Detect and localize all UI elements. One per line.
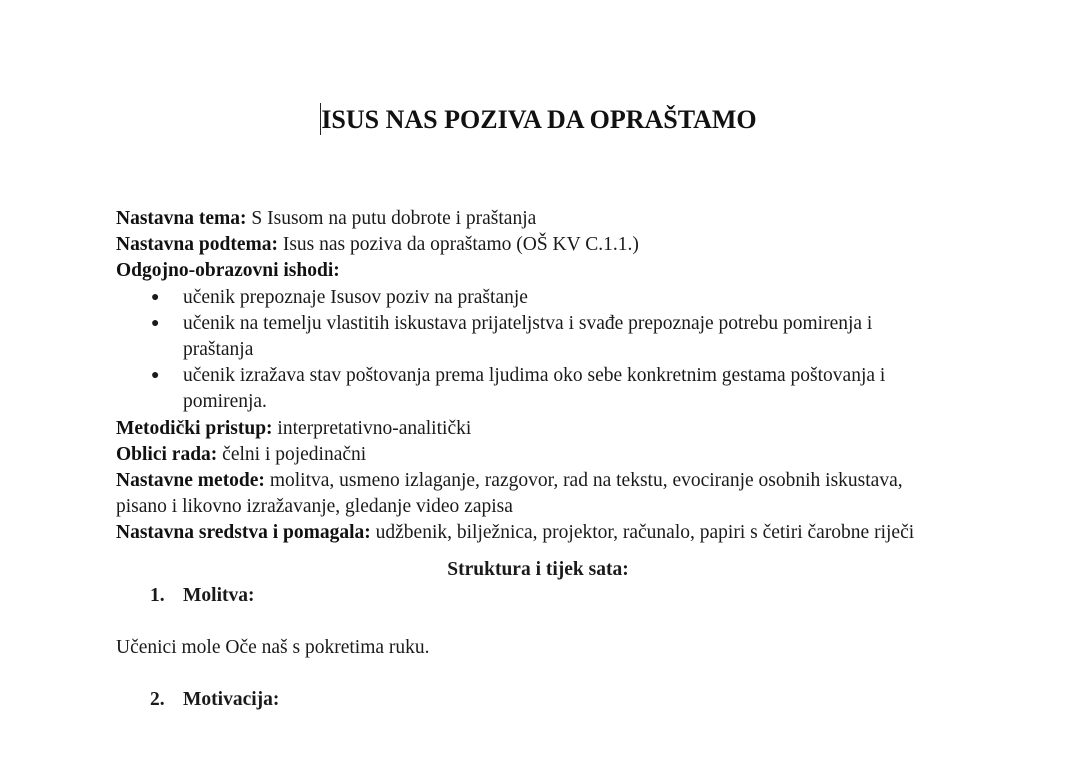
structure-title: Struktura i tijek sata: <box>447 558 629 580</box>
field-nastavna-tema <box>116 206 936 232</box>
field-metodicki-pristup <box>116 416 936 442</box>
outcome-text: učenik izražava stav poštovanja prema ljudima oko sebe konkretnim gestama poštovanja i pomirenja. <box>183 365 886 413</box>
field-value: S Isusom na putu dobrote i praštanja <box>246 208 537 229</box>
field-label: Odgojno-obrazovni ishodi: <box>116 260 340 282</box>
field-value: molitva, usmeno izlaganje, razgovor, rad na tekstu, evociranje osobnih iskustava, pisano i likovno izražavanje, gledanje video zapisa <box>116 470 903 518</box>
field-label: Oblici rada: <box>116 443 218 465</box>
list-item <box>151 311 936 363</box>
section-text-molitva: Učenici mole Oče naš s pokretima ruku. <box>116 637 430 659</box>
field-nastavne-metode <box>116 468 936 520</box>
bullet-icon: ● <box>151 315 160 331</box>
list-item <box>151 363 936 415</box>
section-heading-text: Molitva: <box>183 584 255 606</box>
section-heading-molitva <box>116 583 936 609</box>
field-value: čelni i pojedinačni <box>217 443 367 465</box>
outcome-text: učenik prepoznaje Isusov poziv na praštanje <box>183 286 528 308</box>
section-heading-motivacija <box>116 687 936 713</box>
document-body <box>116 206 936 713</box>
field-label: Nastavne metode: <box>116 470 265 492</box>
document-title-text: ISUS NAS POZIVA DA OPRAŠTAMO <box>321 105 757 134</box>
document-title <box>0 103 1077 137</box>
bullet-icon: ● <box>151 289 160 305</box>
section-heading-text: Motivacija: <box>183 689 280 711</box>
field-label: Nastavna tema: <box>116 208 247 229</box>
field-value: interpretativno-analitički <box>272 417 472 439</box>
field-value: Isus nas poziva da opraštamo (OŠ KV C.1.1.) <box>277 234 639 256</box>
list-item <box>151 285 936 311</box>
blank-line <box>116 661 936 687</box>
field-label: Nastavna sredstva i pomagala: <box>116 522 371 544</box>
outcomes-list <box>116 285 936 416</box>
section-number: 2. <box>150 689 165 711</box>
outcome-text: učenik na temelju vlastitih iskustava prijateljstva i svađe prepoznaje potrebu pomirenja i praštanja <box>183 312 873 361</box>
field-label: Metodički pristup: <box>116 417 273 439</box>
section-number: 1. <box>150 584 165 606</box>
blank-line <box>116 609 936 635</box>
field-value: udžbenik, bilježnica, projektor, računalo, papiri s četiri čarobne riječi <box>370 522 915 544</box>
field-ishodi <box>116 258 936 284</box>
field-nastavna-sredstva <box>116 520 936 546</box>
field-nastavna-podtema <box>116 232 936 258</box>
field-label: Nastavna podtema: <box>116 234 278 256</box>
bullet-icon: ● <box>151 368 160 384</box>
field-oblici-rada <box>116 442 936 468</box>
